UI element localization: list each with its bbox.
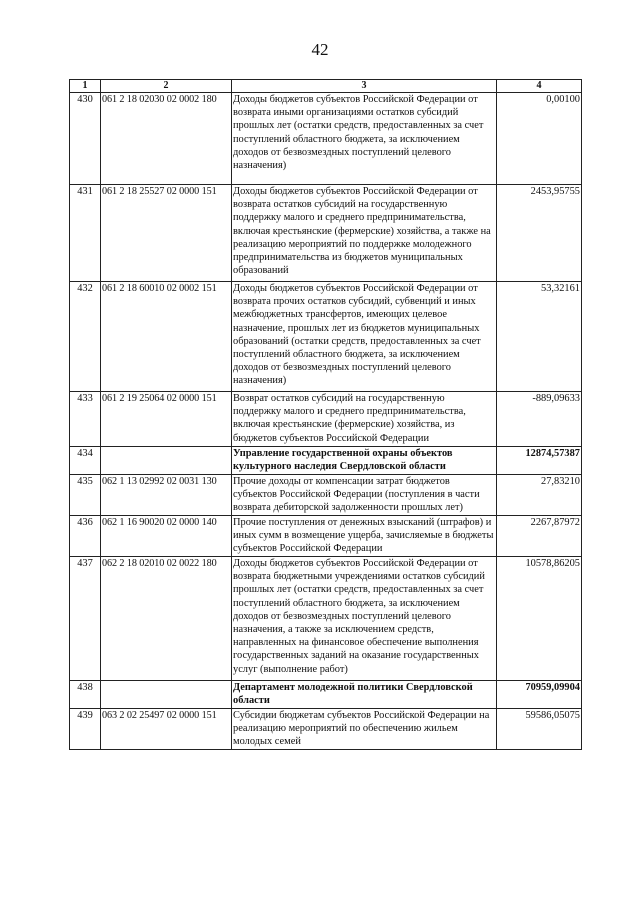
row-description: Субсидии бюджетам субъектов Российской Федерации на реализацию мероприятий по обеспечению жильем молодых семей [232, 709, 497, 750]
row-amount: 70959,09904 [497, 681, 582, 709]
row-number: 437 [70, 557, 101, 681]
header-col-4: 4 [497, 80, 582, 93]
budget-code [101, 447, 232, 475]
header-col-1: 1 [70, 80, 101, 93]
table-row [70, 475, 582, 516]
row-description: Доходы бюджетов субъектов Российской Федерации от возврата прочих остатков субсидий, субвенций и иных межбюджетных трансфертов, имеющих целевое назначение, прошлых лет из бюджетов муниципальных образований (остатки средств, предоставленных за счет поступлений областного бюджета, за исключением доходов от безвозмездных поступлений целевого назначения) [232, 282, 497, 392]
row-number: 439 [70, 709, 101, 750]
budget-code [101, 681, 232, 709]
table-header-row [70, 80, 582, 93]
budget-table [69, 79, 582, 750]
row-description: Управление государственной охраны объектов культурного наследия Свердловской области [232, 447, 497, 475]
row-amount: 2453,95755 [497, 185, 582, 282]
row-amount: 53,32161 [497, 282, 582, 392]
table-row [70, 392, 582, 447]
table-row [70, 557, 582, 681]
row-number: 431 [70, 185, 101, 282]
header-col-3: 3 [232, 80, 497, 93]
row-amount: 0,00100 [497, 93, 582, 185]
row-number: 438 [70, 681, 101, 709]
table-row [70, 516, 582, 557]
table-row [70, 185, 582, 282]
row-amount: -889,09633 [497, 392, 582, 447]
row-description: Доходы бюджетов субъектов Российской Федерации от возврата бюджетными учреждениями остатков субсидий прошлых лет (остатки средств, предоставленных за счет поступлений областного бюджета, за исключением доходов от безвозмездных поступлений целевого назначения, а также за исключением средств, направленных на финансовое обеспечение выполнения государственных заданий на оказание государственных услуг (выполнение работ) [232, 557, 497, 681]
table-row [70, 282, 582, 392]
row-number: 436 [70, 516, 101, 557]
table-row [70, 447, 582, 475]
row-amount: 12874,57387 [497, 447, 582, 475]
budget-code: 062 1 13 02992 02 0031 130 [101, 475, 232, 516]
table-row [70, 709, 582, 750]
budget-code: 062 2 18 02010 02 0022 180 [101, 557, 232, 681]
budget-code: 061 2 18 25527 02 0000 151 [101, 185, 232, 282]
page-number: 42 [311, 40, 329, 59]
budget-code: 063 2 02 25497 02 0000 151 [101, 709, 232, 750]
row-number: 434 [70, 447, 101, 475]
row-description: Прочие поступления от денежных взысканий (штрафов) и иных сумм в возмещение ущерба, зачисляемые в бюджеты субъектов Российской Федерации [232, 516, 497, 557]
budget-code: 062 1 16 90020 02 0000 140 [101, 516, 232, 557]
row-description: Доходы бюджетов субъектов Российской Федерации от возврата иными организациями остатков субсидий прошлых лет (остатки средств, предоставленных за счет поступлений областного бюджета, за исключением доходов от безвозмездных поступлений целевого назначения) [232, 93, 497, 185]
header-col-2: 2 [101, 80, 232, 93]
table-row [70, 93, 582, 185]
row-number: 435 [70, 475, 101, 516]
row-description: Департамент молодежной политики Свердловской области [232, 681, 497, 709]
row-description: Возврат остатков субсидий на государственную поддержку малого и среднего предпринимательства, включая крестьянские (фермерские) хозяйства, из бюджетов субъектов Российской Федерации [232, 392, 497, 447]
row-amount: 27,83210 [497, 475, 582, 516]
table-body [70, 93, 582, 750]
row-amount: 59586,05075 [497, 709, 582, 750]
row-number: 430 [70, 93, 101, 185]
row-amount: 10578,86205 [497, 557, 582, 681]
budget-code: 061 2 19 25064 02 0000 151 [101, 392, 232, 447]
budget-code: 061 2 18 60010 02 0002 151 [101, 282, 232, 392]
row-number: 433 [70, 392, 101, 447]
row-description: Доходы бюджетов субъектов Российской Федерации от возврата остатков субсидий на государственную поддержку малого и среднего предпринимательства, включая крестьянские (фермерские) хозяйства, а также на реализацию мероприятий по поддержке молодежного предпринимательства из бюджетов муниципальных образований [232, 185, 497, 282]
budget-code: 061 2 18 02030 02 0002 180 [101, 93, 232, 185]
row-number: 432 [70, 282, 101, 392]
row-description: Прочие доходы от компенсации затрат бюджетов субъектов Российской Федерации (поступления в части возврата дебиторской задолженности прошлых лет) [232, 475, 497, 516]
table-row [70, 681, 582, 709]
row-amount: 2267,87972 [497, 516, 582, 557]
